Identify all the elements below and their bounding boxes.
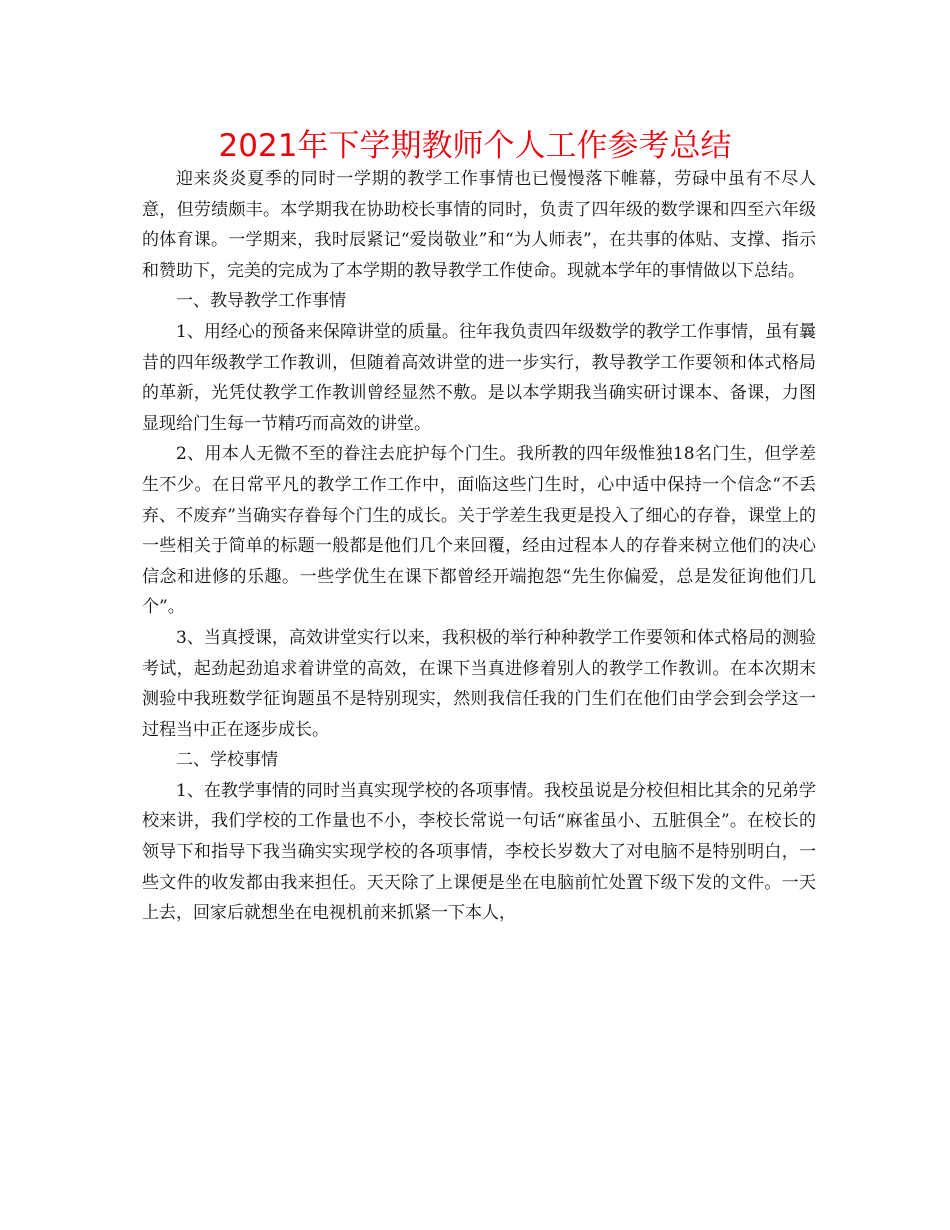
paragraph-teaching-3: 3、当真授课，高效讲堂实行以来，我积极的举行种种教学工作要领和体式格局的测验考试，起劲起劲追求着讲堂的高效，在课下当真进修着别人的教学工作教训。在本次期末测验中我班数学征询题虽不是特别现实，然则我信任我的门生们在他们由学会到会学这一过程当中正在逐步成长。 [142,627,816,740]
paragraph-school-1: 1、在教学事情的同时当真实现学校的各项事情。我校虽说是分校但相比其余的兄弟学校来讲，我们学校的工作量也不小，李校长常说一句话“麻雀虽小、五脏俱全”。在校长的领导下和指导下我当确实实现学校的各项事情，李校长岁数大了对电脑不是特别明白，一些文件的收发都由我来担任。天天除了上课便是坐在电脑前忙处置下级下发的文件。一天上去，回家后就想坐在电视机前来抓紧一下本人， [142,780,816,924]
paragraph-intro: 迎来炎炎夏季的同时一学期的教学工作事情也已慢慢落下帷幕，劳碌中虽有不尽人意，但劳绩颇丰。本学期我在协助校长事情的同时，负责了四年级的数学课和四至六年级的体育课。一学期来，我时辰紧记“爱岗敬业”和“为人师表”，在共事的体贴、支撑、指示和赞助下，完美的完成为了本学期的教导教学工作使命。现就本学年的事情做以下总结。 [142,169,816,281]
document-title: 2021年下学期教师个人工作参考总结 [218,128,732,164]
section-heading-teaching: 一、教导教学工作事情 [176,291,346,312]
paragraph-teaching-2: 2、用本人无微不至的眷注去庇护每个门生。我所教的四年级惟独18名门生，但学差生不少。在日常平凡的教学工作工作中，面临这些门生时，心中适中保持一个信念“不丢弃、不废弃”当确实存眷每个门生的成长。关于学差生我更是投入了细心的存眷，课堂上的一些相关于简单的标题一般都是他们几个来回覆，经由过程本人的存眷来树立他们的决心信念和进修的乐趣。一些学优生在课下都曾经开端抱怨“先生你偏爱，总是发征询他们几个”。 [142,444,816,618]
section-heading-school: 二、学校事情 [176,750,278,771]
document-body [142,164,816,929]
paragraph-teaching-1: 1、用经心的预备来保障讲堂的质量。往年我负责四年级数学的教学工作事情，虽有曩昔的四年级教学工作教训，但随着高效讲堂的进一步实行，教导教学工作要领和体式格局的革新，光凭仗教学工作教训曾经显然不敷。是以本学期我当确实研讨课本、备课，力图显现给门生每一节精巧而高效的讲堂。 [142,321,816,434]
